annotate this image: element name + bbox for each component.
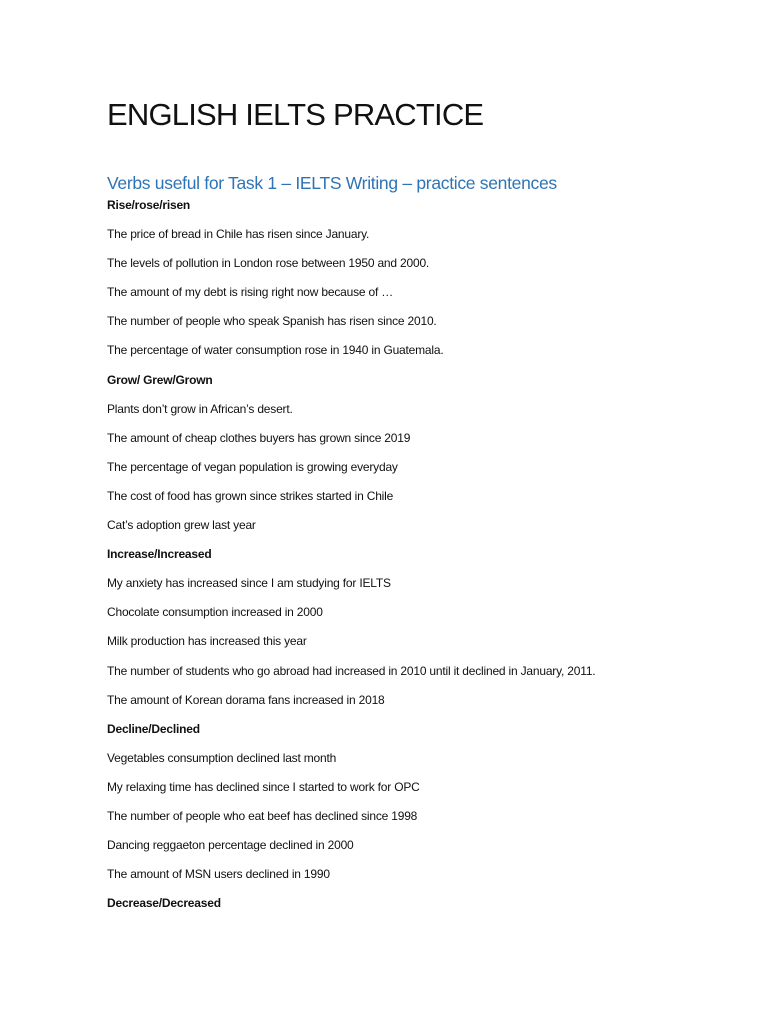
practice-sentence: The levels of pollution in London rose between 1950 and 2000. bbox=[107, 256, 430, 271]
practice-sentence: The number of people who speak Spanish has risen since 2010. bbox=[107, 314, 437, 329]
practice-sentence: The amount of Korean dorama fans increased in 2018 bbox=[107, 692, 385, 707]
document-subtitle: Verbs useful for Task 1 – IELTS Writing – practice sentences bbox=[107, 173, 557, 193]
document-title: ENGLISH IELTS PRACTICE bbox=[107, 97, 484, 132]
verb-heading: Decrease/Decreased bbox=[107, 896, 221, 911]
practice-sentence: Plants don’t grow in African’s desert. bbox=[107, 401, 293, 416]
practice-sentence: The percentage of water consumption rose in 1940 in Guatemala. bbox=[107, 343, 444, 358]
practice-sentence: Milk production has increased this year bbox=[107, 634, 307, 649]
practice-sentence: The percentage of vegan population is growing everyday bbox=[107, 459, 398, 474]
verb-heading: Increase/Increased bbox=[107, 547, 212, 562]
practice-sentence: The number of people who eat beef has declined since 1998 bbox=[107, 808, 418, 823]
practice-sentence: Vegetables consumption declined last month bbox=[107, 750, 337, 765]
practice-sentence: The cost of food has grown since strikes started in Chile bbox=[107, 488, 394, 503]
practice-sentence: My anxiety has increased since I am studying for IELTS bbox=[107, 576, 391, 591]
practice-sentence: The amount of my debt is rising right now because of … bbox=[107, 285, 394, 300]
practice-sentence: My relaxing time has declined since I started to work for OPC bbox=[107, 779, 420, 794]
practice-sentence: Dancing reggaeton percentage declined in 2000 bbox=[107, 838, 354, 853]
practice-sentence: The amount of cheap clothes buyers has grown since 2019 bbox=[107, 430, 411, 445]
practice-sentence: Cat’s adoption grew last year bbox=[107, 518, 256, 533]
verb-heading: Rise/rose/risen bbox=[107, 198, 191, 212]
practice-sentence: The number of students who go abroad had increased in 2010 until it declined in January, 2011. bbox=[107, 663, 596, 678]
practice-sentence: Chocolate consumption increased in 2000 bbox=[107, 605, 323, 620]
practice-sentence: The price of bread in Chile has risen since January. bbox=[107, 227, 370, 242]
verb-heading: Grow/ Grew/Grown bbox=[107, 372, 213, 387]
practice-sentence: The amount of MSN users declined in 1990 bbox=[107, 867, 330, 882]
sentence-list bbox=[107, 194, 595, 921]
verb-heading: Decline/Declined bbox=[107, 721, 200, 736]
